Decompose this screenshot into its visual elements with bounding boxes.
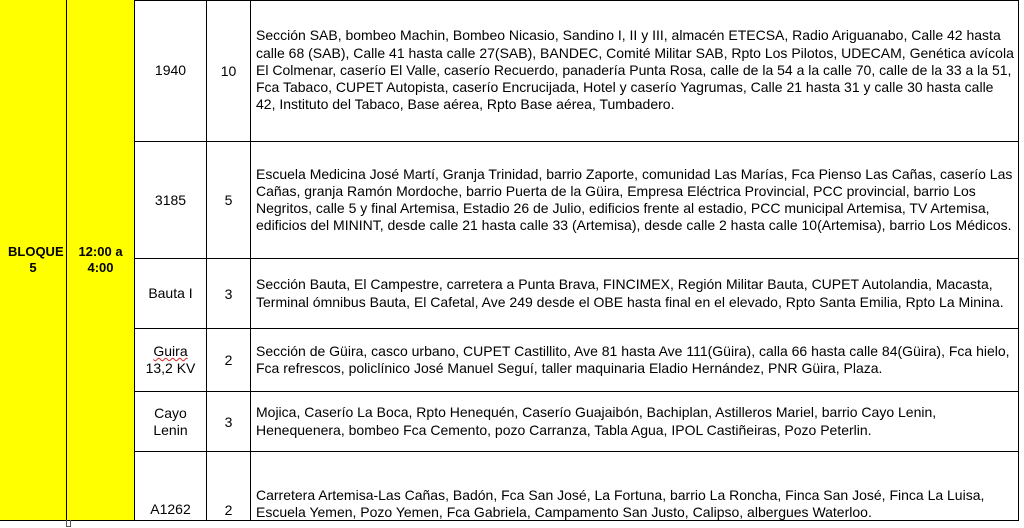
block-time: 12:00 a 4:00 — [78, 244, 123, 275]
table-row-areas — [251, 259, 1019, 329]
table-row-count — [207, 329, 251, 392]
circuit-count: 3 — [224, 285, 233, 302]
table-row-circuit — [135, 142, 207, 259]
affected-areas: Escuela Medicina José Martí, Granja Trinidad, barrio Zaporte, comunidad Las Marías, Fca Pienso Las Cañas, caserío Las Cañas, granja Ramón Mordoche, barrio Puerta de la Güira, Empresa Eléctrica Provincial, PCC provincial, barrio Los Negritos, calle 5 y final Artemisa, Estadio 26 de Julio, edificios frente al estadio, PCC municipal Artemisa, TV Artemisa, edificios del MININT, desde calle 21 hasta calle 33 (Artemisa), desde calle 2 hasta calle 10(Artemisa), barrio Los Médicos. — [256, 165, 1013, 234]
table-row-areas — [251, 142, 1019, 259]
circuit-count: 2 — [224, 502, 233, 518]
circuit-name-line1: Cayo — [154, 404, 187, 421]
circuit-name: 1940 — [154, 62, 187, 78]
block-label: BLOQUE 5 — [8, 244, 64, 275]
table-row-areas — [251, 329, 1019, 392]
table-row-circuit — [135, 259, 207, 329]
table-row-count — [207, 0, 251, 142]
circuit-name-line1: Guira — [153, 343, 188, 359]
table-row-count — [207, 142, 251, 259]
table-row-circuit — [135, 0, 207, 142]
table-row-circuit — [135, 392, 207, 452]
table-row-count — [207, 452, 251, 521]
table-row-count — [207, 259, 251, 329]
circuit-name-line2: Lenin — [153, 421, 188, 438]
circuit-name-line2: 13,2 KV — [145, 360, 196, 376]
circuit-count: 2 — [224, 352, 233, 368]
affected-areas: Sección Bauta, El Campestre, carretera a Punta Brava, FINCIMEX, Región Militar Bauta, CUPET Autolandia, Macasta, Terminal ómnibus Bauta, El Cafetal, Ave 249 desde el OBE hasta final en el elevado, Rpto Santa Emilia, Rpto La Minina. — [256, 276, 1004, 310]
cell-end-marker — [66, 520, 71, 527]
table-row-areas — [251, 0, 1019, 142]
circuit-name: A1262 — [150, 501, 191, 517]
table-row-circuit — [135, 452, 207, 521]
affected-areas: Mojica, Caserío La Boca, Rpto Henequén, Caserío Guajaibón, Bachiplan, Astilleros Mariel, barrio Cayo Lenin, Henequenera, bombeo Fca Cemento, pozo Carranza, Tabla Agua, IPOL Castiñeiras, Pozo Peterlin. — [256, 404, 937, 438]
circuit-count: 5 — [224, 192, 233, 208]
table-row-count — [207, 392, 251, 452]
affected-areas: Sección SAB, bombeo Machin, Bombeo Nicasio, Sandino I, II y III, almacén ETECSA, Radio Ariguanabo, Calle 42 hasta calle 68 (SAB), Calle 41 hasta calle 27(SAB), BANDEC, Comité Militar SAB, Rpto Los Pilotos, UDECAM, Genética avícola El Colmenar, caserío El Valle, caserío Recuerdo, panadería Punta Rosa, calle de la 54 a la calle 70, calle de la 33 a la 51, Fca Tabaco, CUPET Autopista, caserío Encrucijada, Hotel y caserío Yagrumas, Calle 21 hasta 31 y calle 30 hasta calle 42, Instituto del Tabaco, Base aérea, Rpto Base aérea, Tumbadero. — [256, 27, 1014, 113]
circuit-count: 10 — [220, 62, 237, 79]
circuit-count: 3 — [224, 413, 233, 430]
table-row-areas — [251, 452, 1019, 521]
circuit-name: 3185 — [154, 191, 187, 208]
block-label-cell — [0, 0, 67, 521]
table-row-areas — [251, 392, 1019, 452]
circuit-name: Bauta I — [148, 285, 193, 301]
block-time-cell — [67, 0, 135, 521]
affected-areas: Carretera Artemisa-Las Cañas, Badón, Fca San José, La Fortuna, barrio La Roncha, Finca San José, Finca La Luisa, Escuela Yemen, Pozo Yemen, Fca Gabriela, Campamento San Justo, Calipso, albergues Waterloo. — [256, 487, 985, 521]
table-row-circuit — [135, 329, 207, 392]
affected-areas: Sección de Güira, casco urbano, CUPET Castillito, Ave 81 hasta Ave 111(Güira), calla 66 hasta calle 84(Güira), Fca hielo, Fca refrescos, policlínico José Manuel Seguí, taller maquinaria Eladio Hernández, PNR Güira, Plaza. — [256, 342, 1010, 376]
